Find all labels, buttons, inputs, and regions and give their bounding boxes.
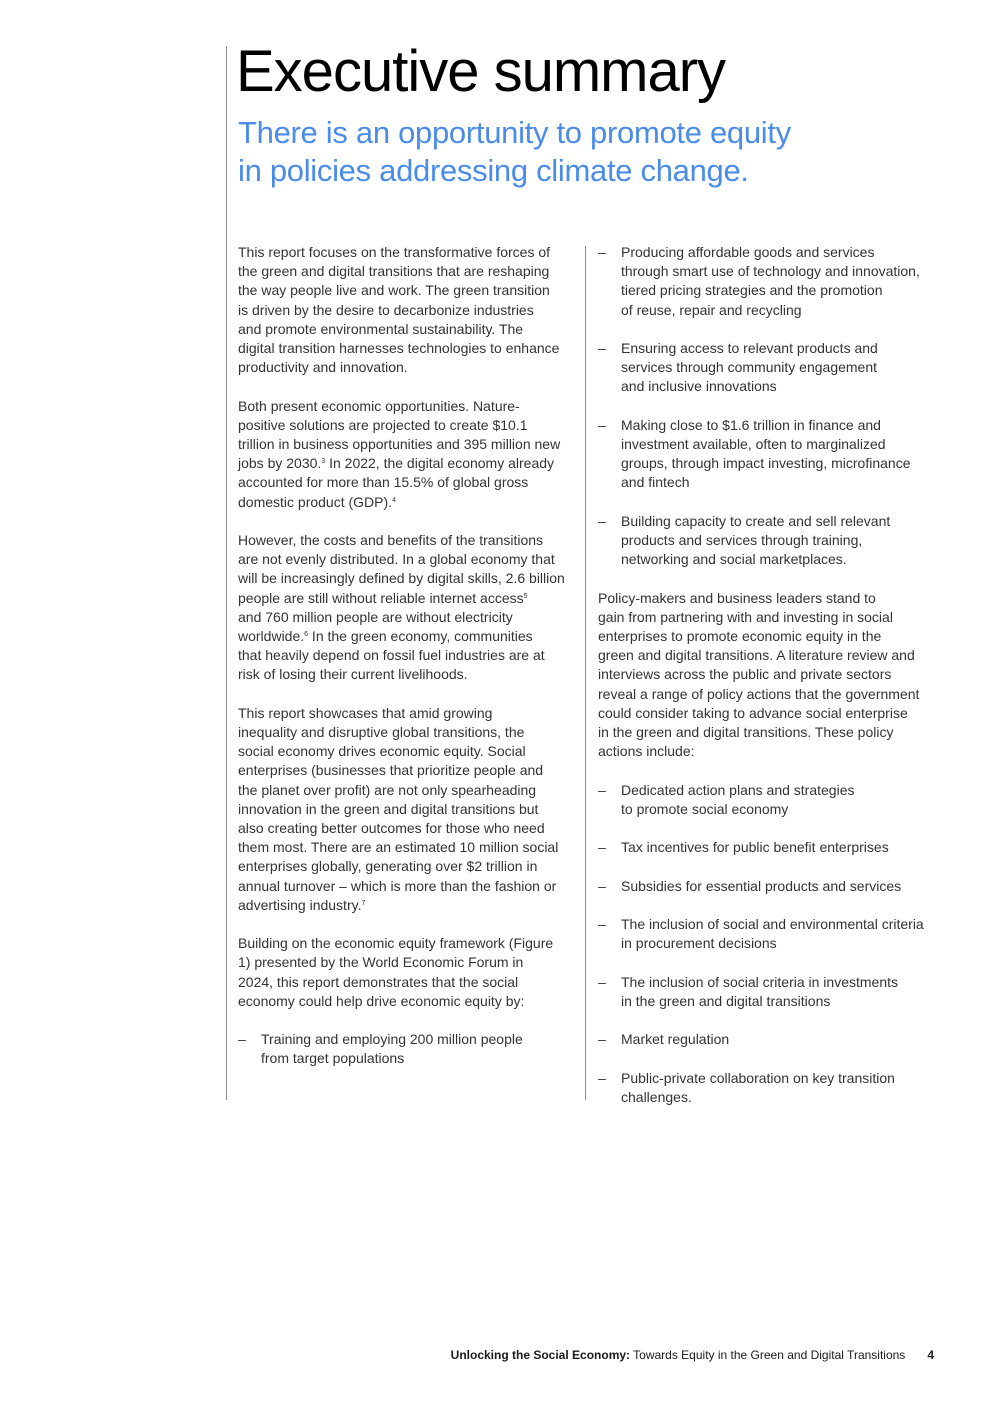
dash-bullet: – (598, 416, 606, 433)
text-line: through smart use of technology and innovation, (621, 263, 920, 280)
text-line: Producing affordable goods and services (621, 244, 875, 260)
policy-actions-list (598, 781, 943, 1107)
showcase-paragraph (238, 704, 578, 915)
dash-bullet: – (238, 1031, 246, 1048)
text-segment: In 2022, the digital economy already (325, 455, 555, 472)
text-line: social economy drives economic equity. Social (238, 743, 526, 760)
text-line: products and services through training, (621, 532, 863, 548)
text-line: in the green and digital transitions. These policy (598, 724, 894, 741)
text-line: positive solutions are projected to create $10.1 (238, 416, 528, 433)
text-line: economy could help drive economic equity by: (238, 992, 525, 1009)
text-line: reveal a range of policy actions that the government (598, 685, 920, 702)
text-line: gain from partnering with and investing in social (598, 608, 893, 625)
page-subtitle (238, 114, 938, 190)
text-segment: people are still without reliable internet access (238, 589, 524, 606)
dash-bullet: – (598, 244, 606, 260)
text-line: Public-private collaboration on key transition (621, 1069, 895, 1086)
dash-bullet: – (598, 839, 606, 856)
dash-bullet: – (598, 915, 606, 932)
text-line: annual turnover – which is more than the fashion or (238, 877, 557, 894)
text-line (238, 454, 578, 473)
subtitle-line: in policies addressing climate change. (238, 153, 749, 188)
text-line: in procurement decisions (621, 935, 777, 952)
dash-bullet: – (598, 340, 606, 356)
intro-paragraph (238, 243, 578, 377)
text-line: in the green and digital transitions (621, 992, 831, 1009)
text-line: Policy-makers and business leaders stand to (598, 589, 876, 606)
text-line: services through community engagement (621, 359, 878, 376)
dash-bullet: – (598, 1069, 606, 1086)
text-line: will be increasingly defined by digital skills, 2.6 billion (238, 570, 565, 587)
subtitle-line: There is an opportunity to promote equity (238, 115, 791, 150)
list-item (598, 512, 943, 570)
text-line: interviews across the public and private sectors (598, 666, 892, 683)
equity-bullet-list-continued (598, 243, 943, 569)
text-line: groups, through impact investing, microfinance (621, 455, 911, 472)
text-line: the way people live and work. The green transition (238, 282, 550, 299)
list-item (598, 915, 943, 953)
text-line: risk of losing their current livelihoods. (238, 666, 468, 683)
text-segment: worldwide. (238, 628, 305, 645)
text-line: The inclusion of social and environmental criteria (621, 915, 924, 932)
dash-bullet: – (598, 877, 606, 894)
text-line: and fintech (621, 474, 690, 491)
text-line: inequality and disruptive global transitions, the (238, 724, 525, 741)
text-line: Tax incentives for public benefit enterprises (621, 839, 889, 856)
text-line: Ensuring access to relevant products and (621, 340, 878, 356)
text-line: that heavily depend on fossil fuel industries are at (238, 647, 545, 664)
text-line: networking and social marketplaces. (621, 551, 847, 568)
text-line: productivity and innovation. (238, 359, 408, 376)
text-line: Building capacity to create and sell relevant (621, 512, 891, 529)
page-title: Executive summary (236, 39, 726, 104)
text-line: This report focuses on the transformative forces of (238, 244, 551, 260)
text-line: enterprises to promote economic equity in the (598, 628, 882, 644)
page-footer (451, 1347, 934, 1363)
footnote-ref[interactable]: 4 (392, 496, 396, 504)
footnote-ref[interactable]: 7 (361, 899, 366, 907)
text-line: the green and digital transitions that are reshaping (238, 263, 550, 280)
text-segment: jobs by 2030. (238, 455, 322, 472)
dash-bullet: – (598, 512, 606, 529)
left-column (238, 243, 578, 1088)
text-line: Both present economic opportunities. Nature- (238, 397, 520, 414)
text-line: Making close to $1.6 trillion in finance and (621, 416, 881, 433)
text-line: Dedicated action plans and strategies (621, 781, 855, 798)
page-number: 4 (927, 1348, 934, 1362)
equity-bullet-list (238, 1030, 578, 1068)
text-line (238, 589, 578, 608)
text-segment: domestic product (GDP). (238, 493, 393, 510)
opportunities-paragraph (238, 397, 578, 512)
footnote-ref[interactable]: 5 (523, 592, 528, 600)
policy-paragraph (598, 589, 943, 762)
text-line: 1) presented by the World Economic Forum in (238, 954, 524, 971)
text-line: actions include: (598, 743, 695, 760)
text-line: 2024, this report demonstrates that the social (238, 973, 519, 990)
text-line: Market regulation (621, 1031, 730, 1048)
right-column (598, 243, 943, 1126)
list-item (598, 1030, 943, 1049)
text-line: enterprises globally, generating over $2 trillion in (238, 858, 538, 875)
framework-paragraph (238, 934, 578, 1011)
text-line: Subsidies for essential products and services (621, 877, 902, 894)
dash-bullet: – (598, 781, 606, 798)
text-line: is driven by the desire to decarbonize industries (238, 301, 534, 318)
list-item (598, 243, 943, 320)
text-line: challenges. (621, 1088, 692, 1105)
title-vertical-rule (226, 46, 227, 1100)
list-item (598, 838, 943, 857)
text-line: investment available, often to marginalized (621, 436, 886, 452)
text-line: of reuse, repair and recycling (621, 301, 802, 318)
text-line: are not evenly distributed. In a global economy that (238, 551, 555, 568)
list-item (598, 416, 943, 493)
text-line: and inclusive innovations (621, 378, 777, 395)
text-line: and 760 million people are without electricity (238, 608, 513, 625)
text-line: accounted for more than 15.5% of global gross (238, 474, 529, 491)
text-line: them most. There are an estimated 10 million social (238, 839, 559, 856)
text-line: This report showcases that amid growing (238, 704, 493, 721)
text-segment: In the green economy, communities (308, 628, 533, 645)
list-item (598, 877, 943, 896)
text-line: tiered pricing strategies and the promotion (621, 282, 883, 299)
text-line: enterprises (businesses that prioritize people and (238, 762, 544, 779)
text-line: could consider taking to advance social enterprise (598, 704, 908, 721)
footer-report-title: Unlocking the Social Economy: (450, 1348, 631, 1362)
text-line (238, 493, 578, 512)
text-line: green and digital transitions. A literature review and (598, 647, 915, 664)
dash-bullet: – (598, 1031, 606, 1048)
text-line: innovation in the green and digital transitions but (238, 800, 539, 817)
text-line: However, the costs and benefits of the transitions (238, 532, 544, 549)
column-divider-rule (585, 246, 586, 1100)
text-line: the planet over profit) are not only spearheading (238, 781, 537, 798)
text-line (238, 627, 578, 646)
footnote-ref[interactable]: 6 (304, 631, 309, 639)
dash-bullet: – (598, 973, 606, 990)
text-line: Building on the economic equity framework (Figure (238, 935, 554, 952)
text-line: Training and employing 200 million people (261, 1031, 523, 1048)
list-item (598, 1069, 943, 1107)
list-item (598, 973, 943, 1011)
list-item (598, 339, 943, 397)
costs-paragraph (238, 531, 578, 685)
text-line: digital transition harnesses technologies to enhance (238, 340, 560, 357)
text-line: also creating better outcomes for those who need (238, 820, 545, 837)
text-line: The inclusion of social criteria in investments (621, 973, 899, 990)
footnote-ref[interactable]: 3 (321, 458, 326, 466)
footer-report-subtitle: Towards Equity in the Green and Digital Transitions (630, 1348, 906, 1362)
text-line: to promote social economy (621, 800, 789, 817)
list-item (598, 781, 943, 819)
text-line: trillion in business opportunities and 395 million new (238, 436, 561, 453)
text-line (238, 896, 578, 915)
text-line: from target populations (261, 1050, 405, 1067)
list-item (238, 1030, 578, 1068)
text-segment: advertising industry. (238, 896, 362, 913)
text-line: and promote environmental sustainability. The (238, 320, 524, 337)
